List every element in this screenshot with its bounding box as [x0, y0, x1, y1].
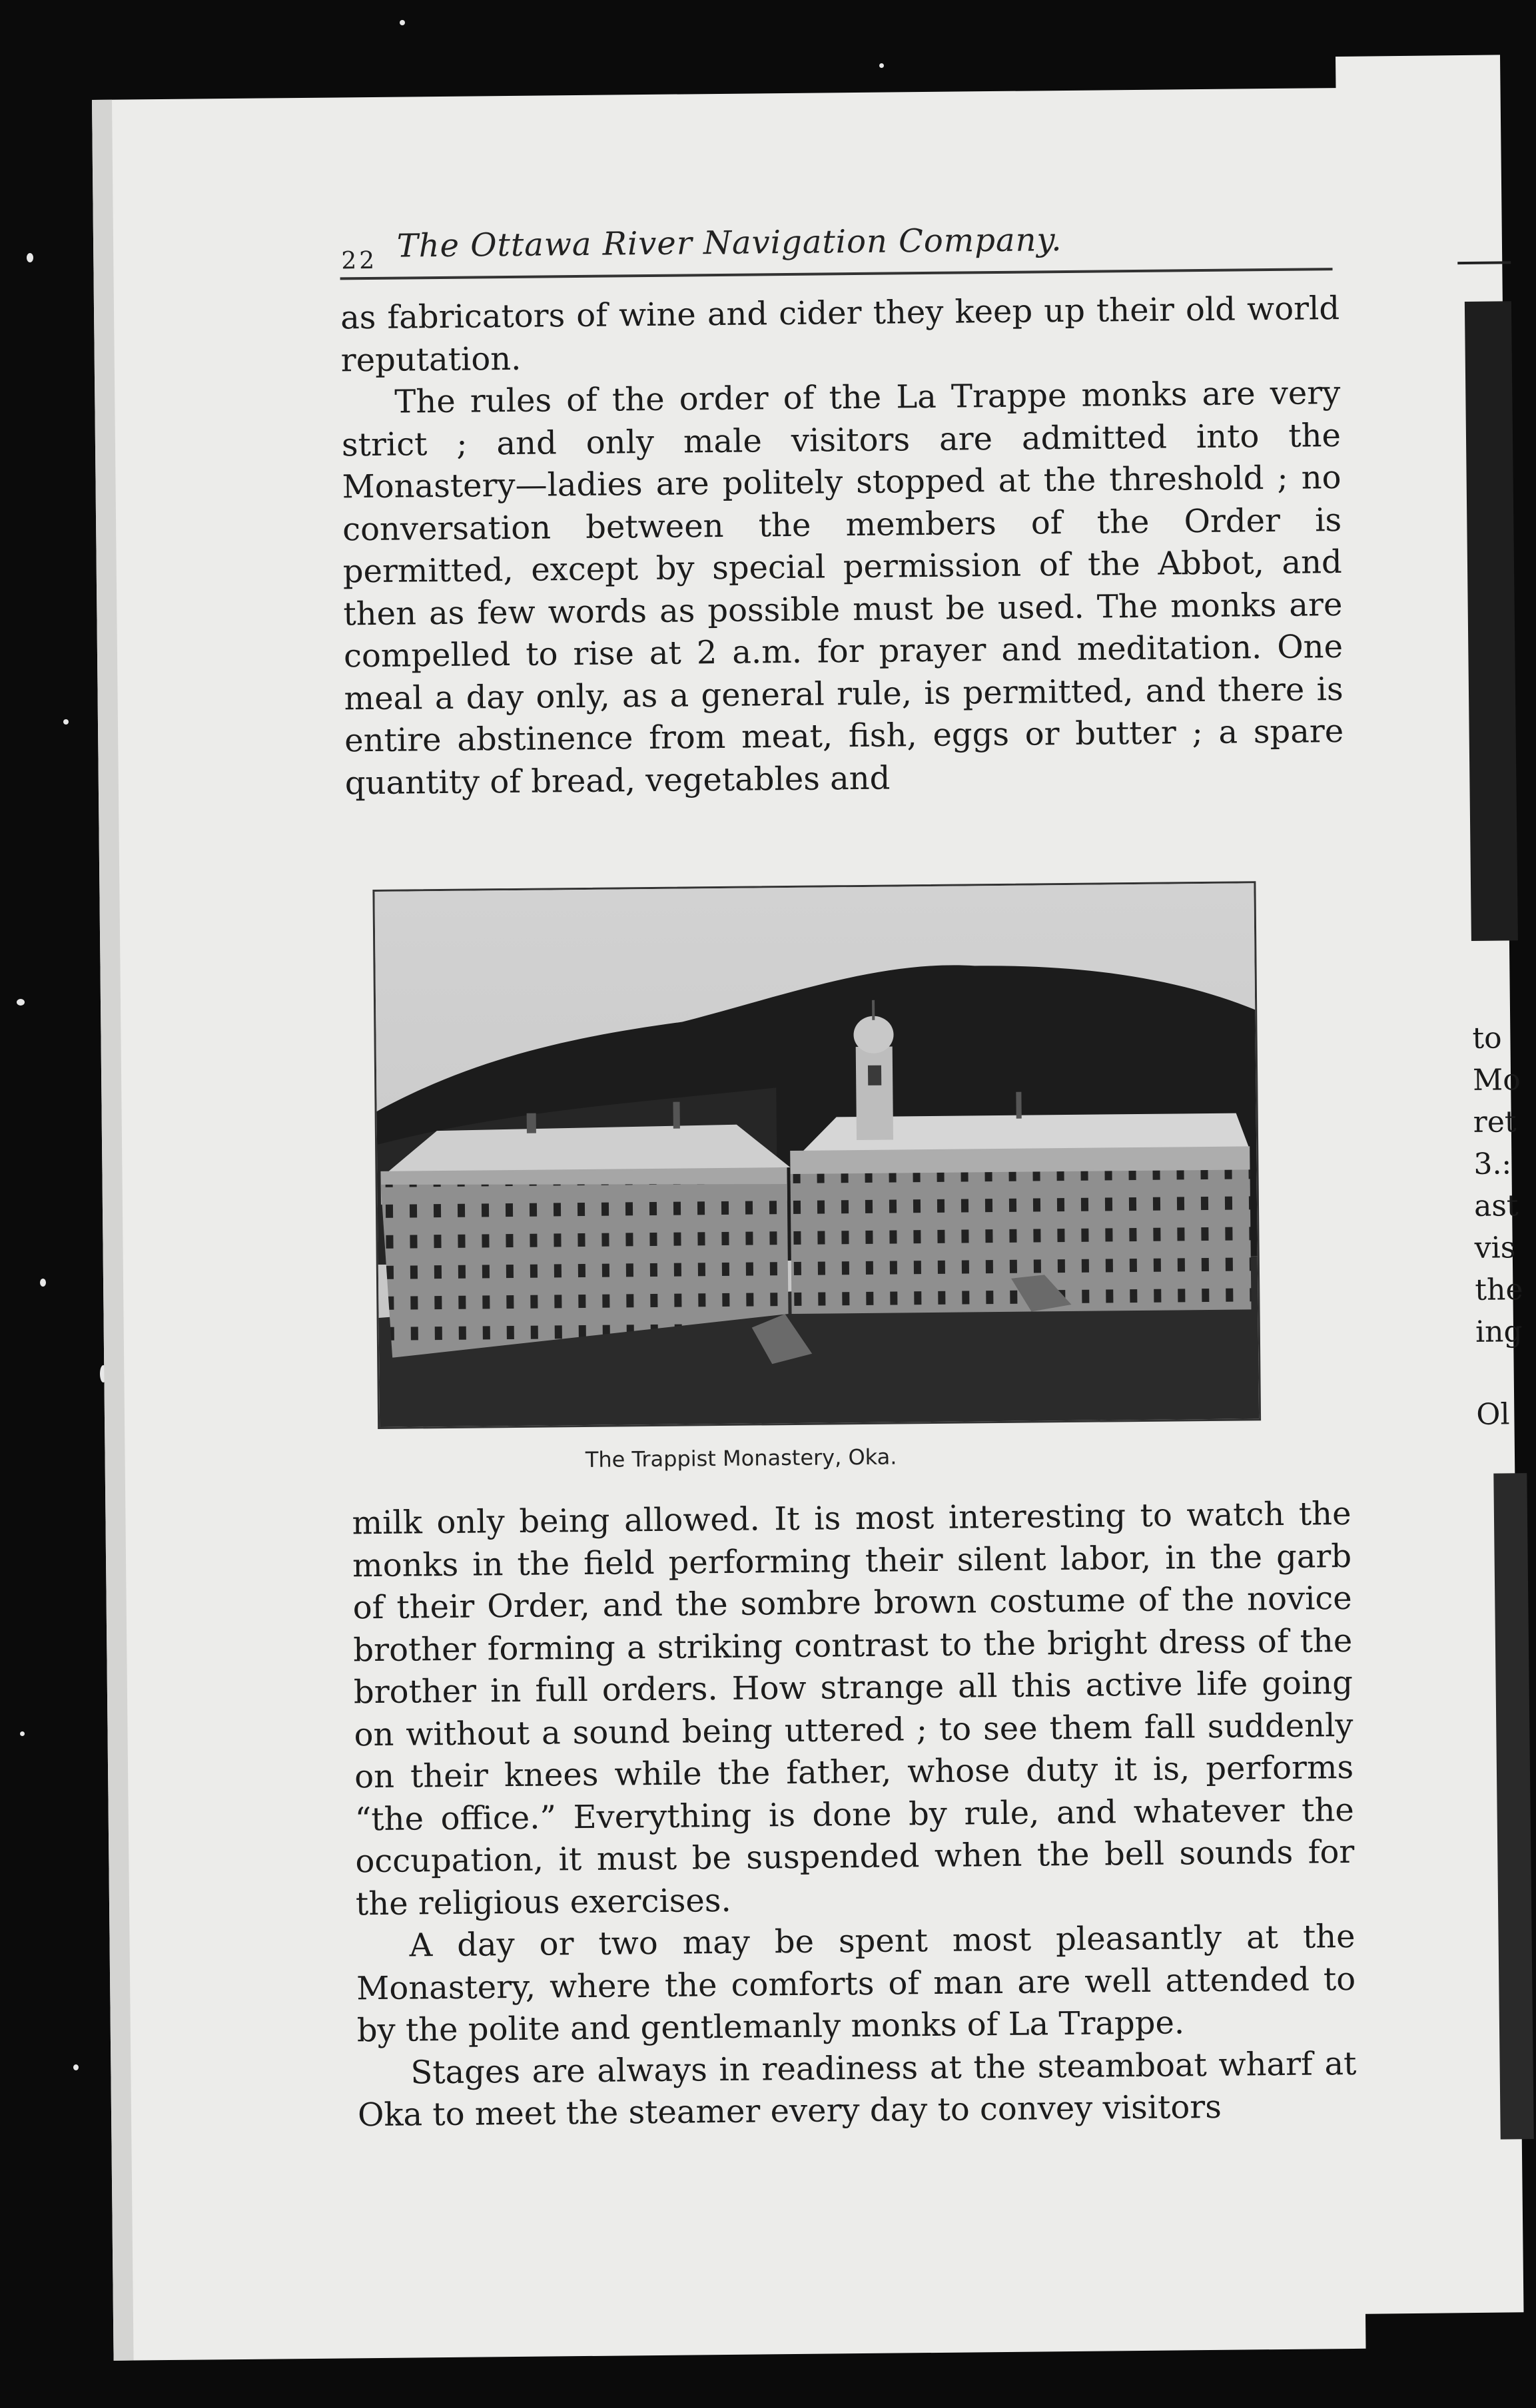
body-text-bottom: [352, 1493, 1357, 2137]
body-text-top: [340, 288, 1344, 804]
film-speck: [17, 999, 25, 1006]
facing-page-fragment: ret: [1473, 1105, 1517, 1139]
monastery-photo: [372, 881, 1261, 1429]
film-speck: [400, 20, 405, 25]
film-speck: [63, 719, 69, 725]
page-number: 22: [341, 246, 378, 275]
paragraph: Stages are always in readiness at the steamboat wharf at Oka to meet the steamer every day to convey visitors: [357, 2044, 1357, 2134]
film-speck: [879, 63, 884, 68]
book-page: [92, 88, 1366, 2361]
film-speck: [20, 1731, 25, 1736]
paragraph: milk only being allowed. It is most interesting to watch the monks in the field performing their silent labor, in the garb of their Order, and the sombre brown costume of the novice brother forming a striking contrast to the bright dress of the brother in full orders. How strange all this active life going on without a sound being uttered ; to see them fall suddenly on their knees while the father, whose duty it is, performs “the office.” Everything is done by rule, and whatever the occupation, it must be suspended when the bell sounds for the religious exercises.: [352, 1494, 1355, 1923]
facing-page-fragment: Ol: [1476, 1397, 1510, 1432]
film-speck: [73, 2064, 79, 2070]
figure-caption: The Trappist Monastery, Oka.: [585, 1444, 897, 1472]
facing-page-fragment: the: [1475, 1273, 1523, 1307]
paragraph: A day or two may be spent most pleasantly at the Monastery, where the comforts of man are well attended to by the polite and gentlemanly monks of La Trappe.: [356, 1917, 1356, 2050]
paragraph: as fabricators of wine and cider they keep up their old world reputation.: [340, 290, 1340, 379]
facing-page-photo: [1493, 1473, 1533, 2139]
facing-page-fragment: to: [1472, 1021, 1502, 1055]
facing-page-fragment: Mo: [1472, 1063, 1521, 1097]
facing-page-fragment: vis: [1474, 1231, 1516, 1265]
film-speck: [27, 253, 33, 262]
paragraph: The rules of the order of the La Trappe monks are very strict ; and only male visitors are admitted into the Monastery—ladies are politely stopped at the threshold ; no conversation between the members of the Order is permitted, except by special permission of the Abbot, and then as few words as possible must be used. The monks are compelled to rise at 2 a.m. for prayer and meditation. One meal a day only, as a general rule, is permitted, and there is entire abstinence from meat, fish, eggs or butter ; a spare quantity of bread, vegetables and: [341, 374, 1344, 802]
film-speck: [40, 1279, 46, 1287]
facing-page: [1336, 55, 1523, 2313]
facing-page-fragment: ast: [1473, 1189, 1519, 1223]
facing-page-fragment: ing: [1475, 1315, 1523, 1349]
facing-page-photo: [1465, 301, 1518, 941]
facing-page-fragment: 3.:: [1473, 1147, 1512, 1181]
header-rule: [340, 268, 1333, 280]
facing-page-rule: [1457, 261, 1511, 264]
running-head: The Ottawa River Navigation Company.: [396, 221, 1062, 265]
